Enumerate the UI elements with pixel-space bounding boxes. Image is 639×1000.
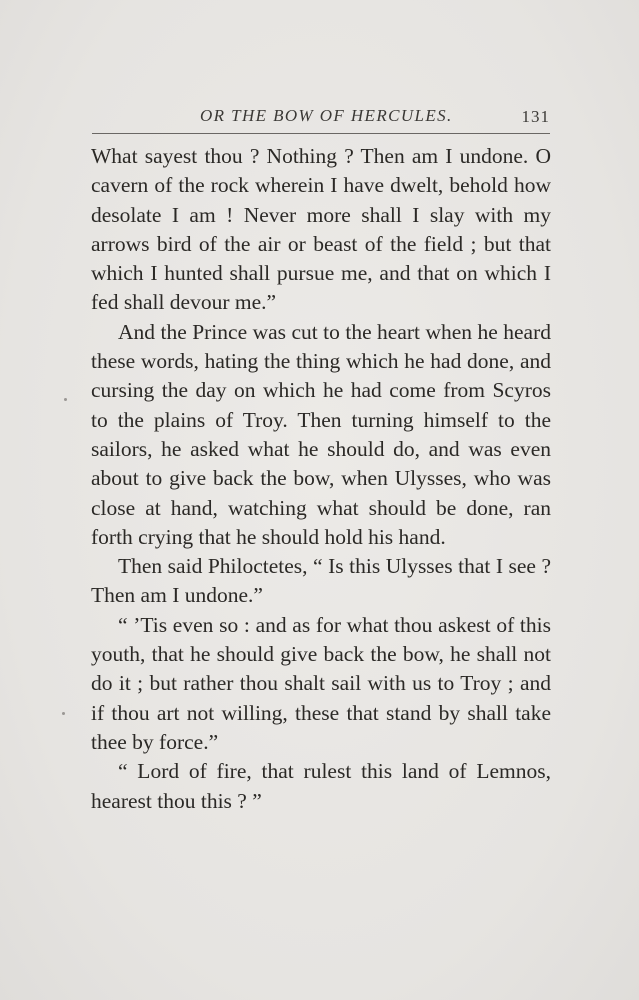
paper-speck xyxy=(62,712,65,715)
header-rule xyxy=(92,133,550,134)
paper-speck xyxy=(64,398,67,401)
paragraph-philoctetes: Then said Philoctetes, “ Is this Ulysses that I see ? Then am I undone.” xyxy=(91,554,551,608)
running-title: OR THE BOW OF HERCULES. xyxy=(200,106,453,125)
page-header xyxy=(92,106,550,130)
page-number: 131 xyxy=(521,107,550,126)
paragraph-lord-of-fire: “ Lord of fire, that rulest this land of Lemnos, hearest thou this ? ” xyxy=(91,759,551,813)
paragraph-prince: And the Prince was cut to the heart when he heard these words, hating the thing which he had done, and cursing the day on which he had come from Scyros to the plains of Troy. Then turning himself to the sailors, he asked what he should do, and was even about to give back the bow, when Ulysses, who was close at hand, watching what should be done, ran forth crying that he should hold his hand. xyxy=(91,319,551,549)
body-text xyxy=(91,142,551,816)
paragraph-continuation: What sayest thou ? Nothing ? Then am I undone. O cavern of the rock wherein I have dwelt, behold how desolate I am ! Never more shall I slay with my arrows bird of the air or beast of the field ; but that which I hunted shall pursue me, and that on which I fed shall devour me.” xyxy=(91,144,551,315)
paragraph-ulysses-reply: “ ’Tis even so : and as for what thou askest of this youth, that he should give back the bow, he shall not do it ; but rather thou shalt sail with us to Troy ; and if thou art not willing, these that stand by shall take thee by force.” xyxy=(91,612,551,754)
